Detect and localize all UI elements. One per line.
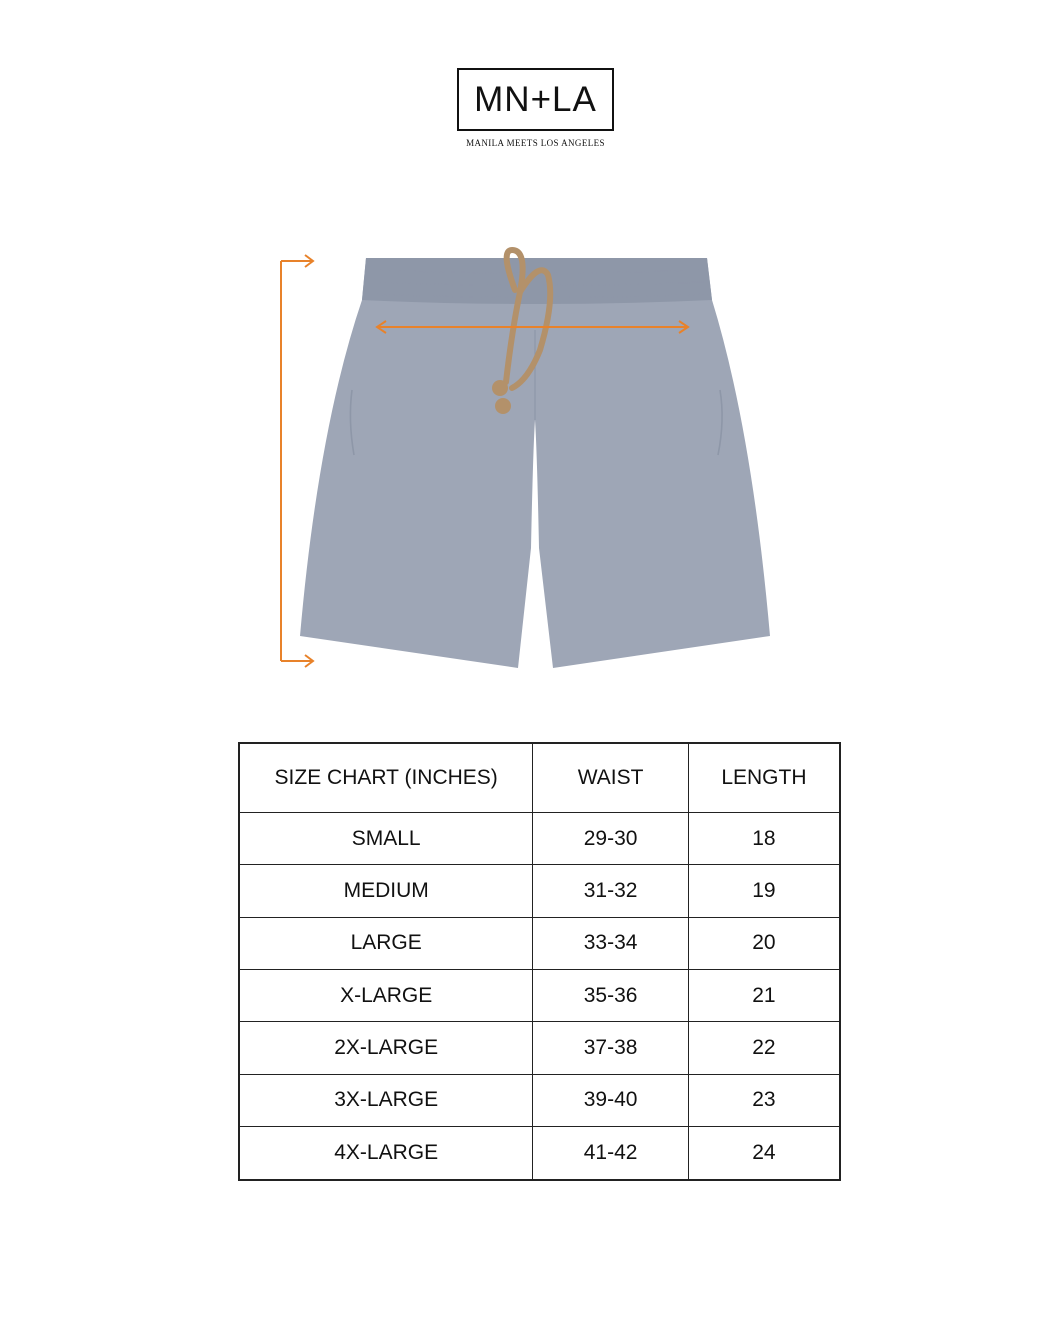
size-chart-size-cell: X-LARGE bbox=[239, 970, 533, 1022]
size-chart-length-cell: 21 bbox=[688, 970, 840, 1022]
size-chart-size-cell: 3X-LARGE bbox=[239, 1074, 533, 1126]
size-chart-row bbox=[239, 1074, 840, 1126]
size-chart-waist-cell: 35-36 bbox=[533, 970, 688, 1022]
size-chart-waist-cell: 29-30 bbox=[533, 813, 688, 865]
size-chart-size-cell: 4X-LARGE bbox=[239, 1127, 533, 1180]
size-chart-size-cell: LARGE bbox=[239, 917, 533, 969]
size-chart-size-cell: 2X-LARGE bbox=[239, 1022, 533, 1074]
drawcord-knot bbox=[492, 380, 508, 396]
size-chart-row bbox=[239, 1022, 840, 1074]
size-chart-length-cell: 23 bbox=[688, 1074, 840, 1126]
size-chart-waist-cell: 31-32 bbox=[533, 865, 688, 917]
size-chart-length-cell: 19 bbox=[688, 865, 840, 917]
size-chart-waist-cell: 37-38 bbox=[533, 1022, 688, 1074]
size-chart-length-cell: 24 bbox=[688, 1127, 840, 1180]
size-chart-length-cell: 22 bbox=[688, 1022, 840, 1074]
size-chart-row bbox=[239, 970, 840, 1022]
shorts-body bbox=[300, 258, 770, 668]
size-chart-header-cell: SIZE CHART (INCHES) bbox=[239, 743, 533, 813]
size-chart-row bbox=[239, 917, 840, 969]
size-chart-header-row bbox=[239, 743, 840, 813]
size-chart-table bbox=[238, 742, 841, 1181]
drawcord-knot bbox=[495, 398, 511, 414]
size-chart-header-cell: WAIST bbox=[533, 743, 688, 813]
size-chart-row bbox=[239, 813, 840, 865]
size-chart-length-cell: 20 bbox=[688, 917, 840, 969]
size-chart-row bbox=[239, 865, 840, 917]
size-chart-waist-cell: 33-34 bbox=[533, 917, 688, 969]
size-chart-waist-cell: 39-40 bbox=[533, 1074, 688, 1126]
brand-tagline: MANILA MEETS LOS ANGELES bbox=[466, 138, 605, 148]
size-chart-header-cell: LENGTH bbox=[688, 743, 840, 813]
size-chart-size-cell: SMALL bbox=[239, 813, 533, 865]
size-chart-waist-cell: 41-42 bbox=[533, 1127, 688, 1180]
size-chart-length-cell: 18 bbox=[688, 813, 840, 865]
size-chart-size-cell: MEDIUM bbox=[239, 865, 533, 917]
size-chart-row bbox=[239, 1127, 840, 1180]
logo-text: MN+LA bbox=[474, 79, 597, 119]
